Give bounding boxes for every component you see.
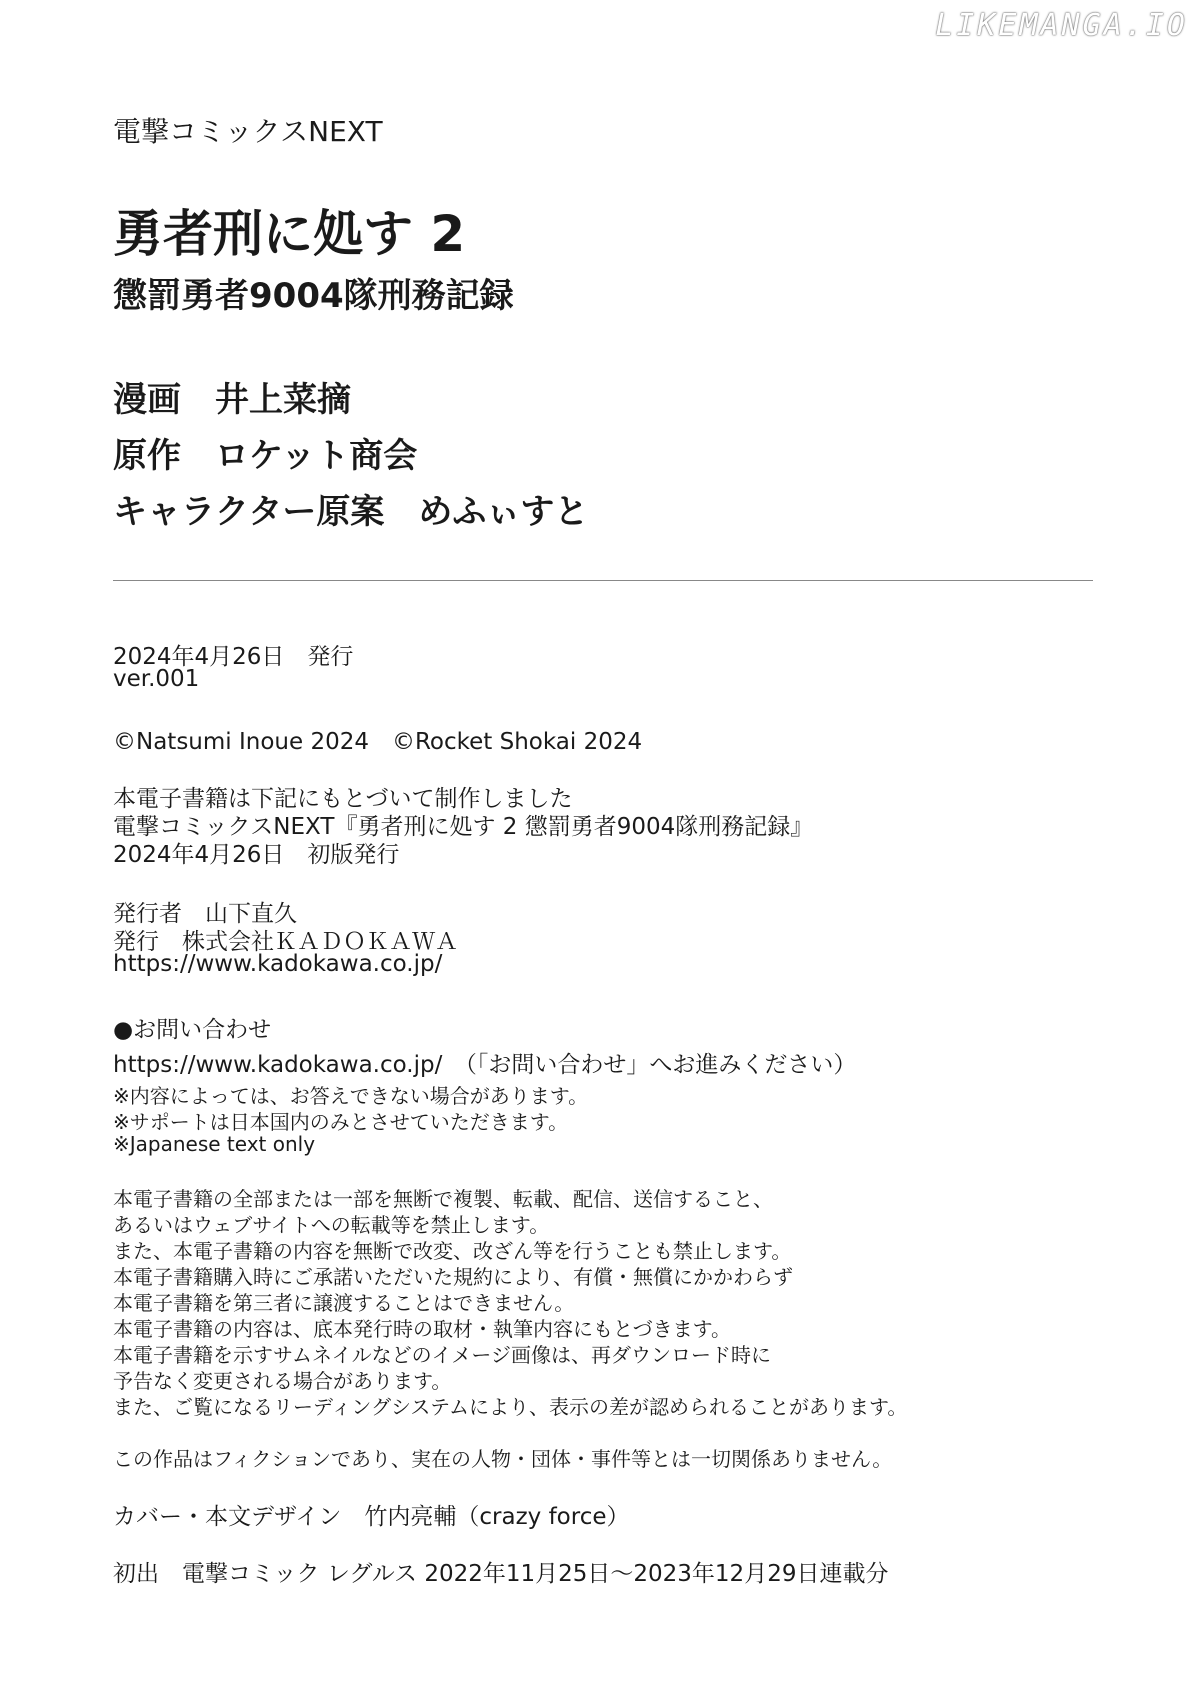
inquiry-note: ※Japanese text only — [113, 1132, 316, 1156]
credit-name: ロケット商会 — [215, 436, 418, 476]
credit-manga — [113, 372, 351, 421]
imprint-label: 電撃コミックスNEXT — [113, 115, 383, 148]
book-title: 勇者刑に処す 2 — [113, 205, 466, 263]
legal-line: 本電子書籍の全部または一部を無断で複製、転載、配信、送信すること、 — [113, 1187, 773, 1211]
legal-line: また、ご覧になるリーディングシステムにより、表示の差が認められることがあります。 — [113, 1395, 908, 1419]
first-appearance: 初出 電撃コミック レグルス 2022年11月25日～2023年12月29日連載分 — [113, 1561, 889, 1587]
legal-line: 本電子書籍の内容は、底本発行時の取材・執筆内容にもとづきます。 — [113, 1317, 731, 1341]
source-line: 2024年4月26日 初版発行 — [113, 842, 400, 868]
book-subtitle: 懲罰勇者9004隊刑務記録 — [113, 276, 514, 316]
watermark-logo: LIKEMANGA.IO — [935, 8, 1188, 43]
source-line: 電撃コミックスNEXT『勇者刑に処す 2 懲罰勇者9004隊刑務記録』 — [113, 814, 814, 840]
source-line: 本電子書籍は下記にもとづいて制作しました — [113, 786, 573, 812]
fiction-notice: この作品はフィクションであり、実在の人物・団体・事件等とは一切関係ありません。 — [113, 1447, 893, 1471]
publisher-line: 発行 株式会社ＫＡＤＯＫＡＷＡ — [113, 929, 458, 955]
credit-character-design — [113, 484, 588, 533]
credit-name: めふぃすと — [418, 492, 589, 532]
legal-line: 予告なく変更される場合があります。 — [113, 1369, 452, 1393]
inquiry-note: ※内容によっては、お答えできない場合があります。 — [113, 1084, 589, 1108]
legal-line: 本電子書籍を第三者に譲渡することはできません。 — [113, 1291, 575, 1315]
publisher-url: https://www.kadokawa.co.jp/ — [113, 951, 443, 977]
publication-date: 2024年4月26日 発行 — [113, 644, 354, 670]
inquiry-note: ※サポートは日本国内のみとさせていただきます。 — [113, 1110, 569, 1134]
publisher-line: 発行者 山下直久 — [113, 901, 297, 927]
legal-line: あるいはウェブサイトへの転載等を禁止します。 — [113, 1213, 550, 1237]
credit-name: 井上菜摘 — [215, 380, 351, 420]
inquiry-url: https://www.kadokawa.co.jp/ （「お問い合わせ」へお進みください） — [113, 1052, 857, 1078]
credit-role: 原作 — [113, 436, 181, 476]
version-label: ver.001 — [113, 666, 200, 692]
legal-line: また、本電子書籍の内容を無断で改変、改ざん等を行うことも禁止します。 — [113, 1239, 792, 1263]
credit-original-work — [113, 428, 417, 477]
copyright-line: ©Natsumi Inoue 2024 ©Rocket Shokai 2024 — [113, 729, 643, 755]
credit-role: 漫画 — [113, 380, 181, 420]
legal-line: 本電子書籍購入時にご承諾いただいた規約により、有償・無償にかかわらず — [113, 1265, 793, 1289]
credit-role: キャラクター原案 — [113, 492, 385, 532]
legal-line: 本電子書籍を示すサムネイルなどのイメージ画像は、再ダウンロード時に — [113, 1343, 771, 1367]
divider — [113, 580, 1093, 581]
inquiry-heading: ●お問い合わせ — [113, 1017, 272, 1043]
design-credit: カバー・本文デザイン 竹内亮輔（crazy force） — [113, 1504, 630, 1530]
